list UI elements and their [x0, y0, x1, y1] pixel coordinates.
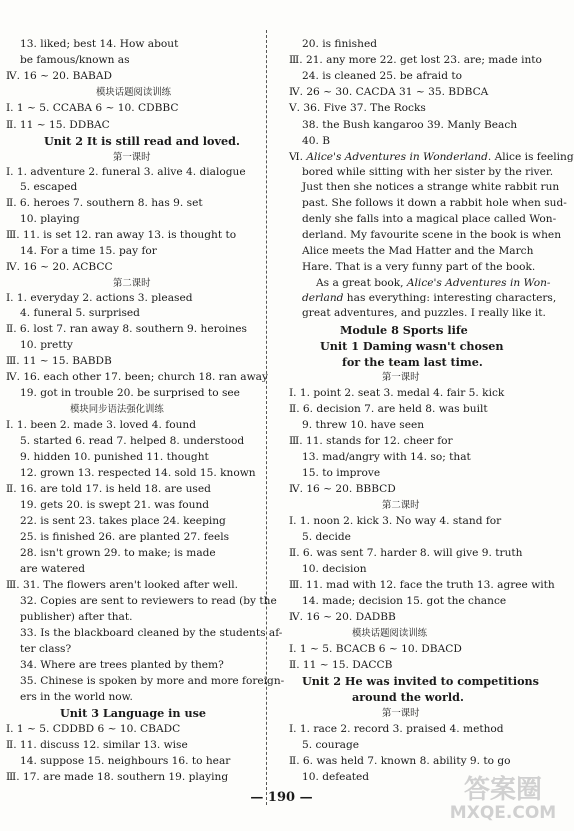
answer-line: 9. hidden 10. punished 11. thought [20, 451, 209, 463]
subsection-heading: 第一课时 [382, 372, 420, 383]
answer-line: Ⅳ. 16 ~ 20. ACBCC [6, 261, 113, 273]
watermark-url: MXQE.COM [449, 803, 557, 823]
answer-line: Ⅱ. 6. was held 7. known 8. ability 9. to go [289, 755, 511, 767]
answer-line: Hare. That is a very funny part of the book. [302, 261, 536, 273]
answer-line: great adventures, and puzzles. I really like it. [302, 307, 546, 319]
section-heading: Unit 3 Language in use [60, 706, 207, 720]
answer-line: Ⅰ. 1. race 2. record 3. praised 4. method [289, 723, 504, 735]
answer-line: Ⅱ. 6. heroes 7. southern 8. has 9. set [6, 197, 203, 209]
subsection-heading: 模块话题阅读训练 [96, 87, 172, 98]
answer-line: Ⅴ. 36. Five 37. The Rocks [289, 102, 426, 114]
section-heading: Unit 2 He was invited to competitions [302, 674, 539, 688]
answer-line: Ⅵ. Alice's Adventures in Wonderland. Alice is feeling [289, 151, 574, 163]
answer-line: Alice meets the Mad Hatter and the March [302, 245, 534, 257]
answer-line: Ⅰ. 1. everyday 2. actions 3. pleased [6, 292, 193, 304]
answer-line: Ⅰ. 1 ~ 5. BCACB 6 ~ 10. DBACD [289, 643, 462, 655]
page-number: — 190 — [250, 790, 313, 805]
answer-line: are watered [20, 563, 86, 575]
answer-line: 35. Chinese is spoken by more and more foreign- [20, 675, 285, 687]
answer-line: derland. My favourite scene in the book is when [302, 229, 562, 241]
section-heading: for the team last time. [342, 355, 483, 369]
subsection-heading: 模块同步语法强化训练 [70, 404, 164, 415]
answer-line: 34. Where are trees planted by them? [20, 659, 224, 671]
answer-line: be famous/known as [20, 54, 130, 66]
column-divider [266, 30, 267, 805]
section-heading: Module 8 Sports life [340, 323, 468, 337]
answer-line: bored while sitting with her sister by the river. [302, 166, 554, 178]
answer-line: 19. gets 20. is swept 21. was found [20, 499, 210, 511]
answer-line: denly she falls into a magical place called Won- [302, 213, 557, 225]
answer-line: Just then she notices a strange white rabbit run [302, 181, 560, 193]
answer-line: Ⅳ. 16. each other 17. been; church 18. ran away [6, 371, 268, 383]
section-heading: Unit 1 Daming wasn't chosen [320, 339, 504, 353]
answer-line: past. She follows it down a rabbit hole when sud- [302, 197, 567, 209]
answer-line: Ⅱ. 11 ~ 15. DACCB [289, 659, 393, 671]
answer-line: 12. grown 13. respected 14. sold 15. known [20, 467, 256, 479]
subsection-heading: 第二课时 [113, 278, 151, 289]
answer-line: 38. the Bush kangaroo 39. Manly Beach [302, 119, 518, 131]
answer-line: Ⅱ. 6. lost 7. ran away 8. southern 9. heroines [6, 323, 247, 335]
answer-line: Ⅱ. 11 ~ 15. DDBAC [6, 119, 110, 131]
answer-line: derland has everything: interesting characters, [302, 292, 557, 304]
answer-line: Ⅰ. 1 ~ 5. CDDBD 6 ~ 10. CBADC [6, 723, 181, 735]
answer-line: Ⅰ. 1 ~ 5. CCABA 6 ~ 10. CDBBC [6, 102, 179, 114]
answer-line: Ⅳ. 26 ~ 30. CACDA 31 ~ 35. BDBCA [289, 86, 489, 98]
answer-line: 22. is sent 23. takes place 24. keeping [20, 515, 226, 527]
answer-line: Ⅱ. 6. was sent 7. harder 8. will give 9. truth [289, 547, 523, 559]
answer-line: Ⅱ. 6. decision 7. are held 8. was built [289, 403, 488, 415]
answer-line: 33. Is the blackboard cleaned by the students af- [20, 627, 283, 639]
answer-line: 5. courage [302, 739, 360, 751]
subsection-heading: 第二课时 [382, 500, 420, 511]
answer-line: Ⅳ. 16 ~ 20. BABAD [6, 70, 112, 82]
answer-line: Ⅲ. 11 ~ 15. BABDB [6, 355, 112, 367]
answer-line: Ⅳ. 16 ~ 20. DADBB [289, 611, 396, 623]
answer-line: Ⅳ. 16 ~ 20. BBBCD [289, 483, 396, 495]
answer-line: 5. started 6. read 7. helped 8. understood [20, 435, 245, 447]
subsection-heading: 模块话题阅读训练 [352, 628, 428, 639]
answer-line: Ⅲ. 17. are made 18. southern 19. playing [6, 771, 229, 783]
answer-line: 24. is cleaned 25. be afraid to [302, 70, 462, 82]
answer-line: 9. threw 10. have seen [302, 419, 425, 431]
answer-line: 13. mad/angry with 14. so; that [302, 451, 471, 463]
subsection-heading: 第一课时 [113, 152, 151, 163]
section-heading: around the world. [352, 690, 464, 704]
answer-line: 14. For a time 15. pay for [20, 245, 157, 257]
answer-line: 14. suppose 15. neighbours 16. to hear [20, 755, 231, 767]
section-heading: Unit 2 It is still read and loved. [44, 134, 240, 148]
answer-line: Ⅲ. 11. stands for 12. cheer for [289, 435, 453, 447]
answer-line: Ⅲ. 21. any more 22. get lost 23. are; made into [289, 54, 542, 66]
watermark-logo [449, 766, 557, 823]
answer-line: 14. made; decision 15. got the chance [302, 595, 507, 607]
answer-line: 32. Copies are sent to reviewers to read (by the [20, 595, 277, 607]
answer-line: publisher) after that. [20, 611, 133, 623]
answer-line: 28. isn't grown 29. to make; is made [20, 547, 216, 559]
answer-line: 10. pretty [20, 339, 73, 351]
answer-line: Ⅰ. 1. adventure 2. funeral 3. alive 4. dialogue [6, 166, 246, 178]
subsection-heading: 第一课时 [382, 708, 420, 719]
answer-line: 4. funeral 5. surprised [20, 307, 140, 319]
answer-line: 13. liked; best 14. How about [20, 38, 179, 50]
answer-line: 40. B [302, 135, 330, 147]
answer-line: Ⅱ. 11. discuss 12. similar 13. wise [6, 739, 188, 751]
answer-line: 10. defeated [302, 771, 370, 783]
answer-line: As a great book, Alice's Adventures in Won- [316, 277, 551, 289]
answer-line: 10. playing [20, 213, 80, 225]
answer-line: Ⅲ. 11. is set 12. ran away 13. is thought to [6, 229, 237, 241]
answer-line: 20. is finished [302, 38, 377, 50]
answer-line: ter class? [20, 643, 72, 655]
answer-line: 5. decide [302, 531, 351, 543]
answer-line: Ⅱ. 16. are told 17. is held 18. are used [6, 483, 211, 495]
answer-line: Ⅰ. 1. noon 2. kick 3. No way 4. stand for [289, 515, 502, 527]
answer-line: 10. decision [302, 563, 367, 575]
answer-line: 25. is finished 26. are planted 27. feels [20, 531, 230, 543]
answer-line: 15. to improve [302, 467, 381, 479]
answer-line: Ⅲ. 31. The flowers aren't looked after well. [6, 579, 239, 591]
answer-line: Ⅲ. 11. mad with 12. face the truth 13. agree with [289, 579, 555, 591]
answer-line: Ⅰ. 1. point 2. seat 3. medal 4. fair 5. kick [289, 387, 505, 399]
answer-line: 5. escaped [20, 181, 78, 193]
watermark-text: 答案圈 [463, 775, 543, 805]
answer-line: ers in the world now. [20, 691, 133, 703]
answer-line: 19. got in trouble 20. be surprised to see [20, 387, 240, 399]
answer-line: Ⅰ. 1. been 2. made 3. loved 4. found [6, 419, 197, 431]
